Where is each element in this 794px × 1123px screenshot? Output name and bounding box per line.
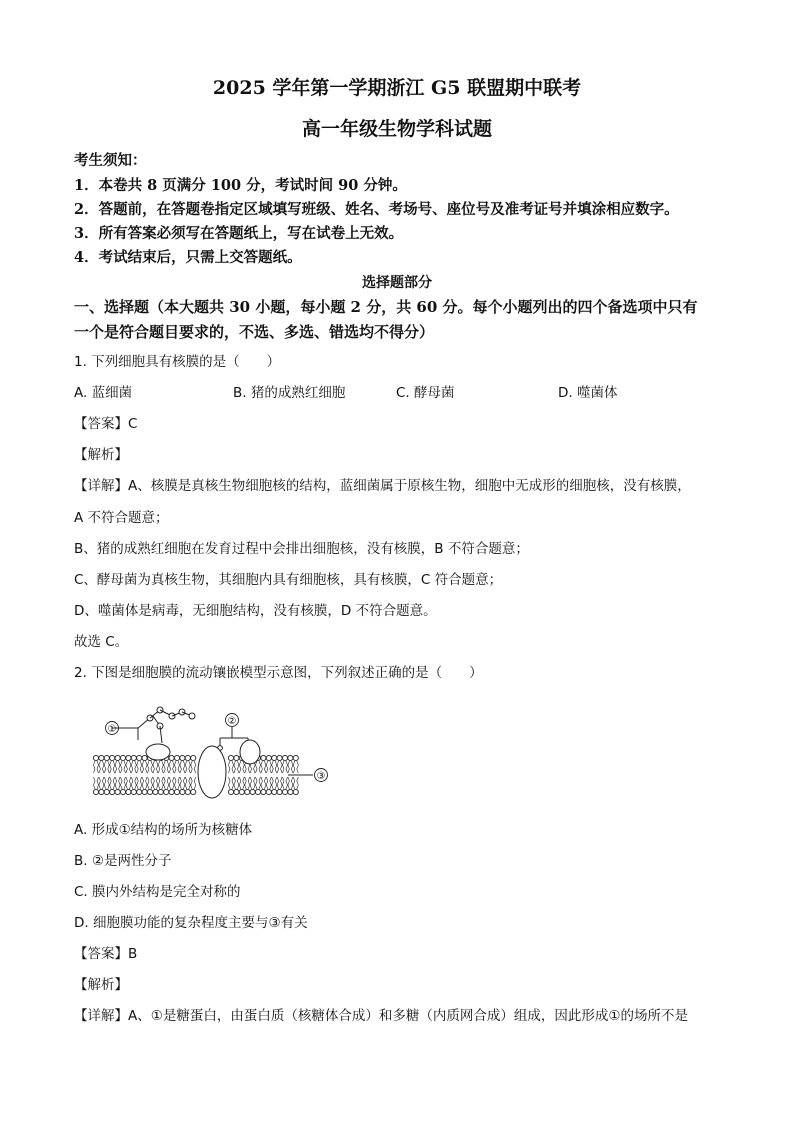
phospholipid-head <box>142 755 147 760</box>
q1-conclusion: 故选 C。 <box>74 634 129 650</box>
section-instruction: 一、选择题（本大题共 30 小题，每小题 2 分，共 60 分。每个小题列出的四个备选项中只有 <box>74 298 698 316</box>
q1-detail: 【详解】A、核膜是真核生物细胞核的结构，蓝细菌属于原核生物，细胞中无成形的细胞核，没有核膜， <box>74 478 691 494</box>
phospholipid-head <box>174 755 179 760</box>
phospholipid-head <box>164 789 169 794</box>
phospholipid-head <box>120 789 125 794</box>
phospholipid-head <box>277 789 282 794</box>
phospholipid-head <box>110 789 115 794</box>
q1-detail: A 不符合题意； <box>74 510 169 526</box>
phospholipid-head <box>228 755 233 760</box>
diagram-label-3: ③ <box>316 771 326 782</box>
phospholipid-head <box>261 755 266 760</box>
q1-option-d: D. 噬菌体 <box>558 385 618 401</box>
phospholipid-head <box>131 755 136 760</box>
phospholipid-head <box>245 789 250 794</box>
phospholipid-head <box>228 789 233 794</box>
phospholipid-head <box>266 789 271 794</box>
q1-analysis: 【解析】 <box>74 447 128 463</box>
phospholipid-head <box>158 789 163 794</box>
phospholipid-head <box>142 789 147 794</box>
q1-answer: 【答案】C <box>74 416 138 432</box>
phospholipid-head <box>266 755 271 760</box>
q2-option-a: A. 形成①结构的场所为核糖体 <box>74 822 253 838</box>
phospholipid-head <box>120 755 125 760</box>
phospholipid-head <box>169 755 174 760</box>
phospholipid-head <box>293 789 298 794</box>
phospholipid-head <box>191 789 196 794</box>
q1-detail-c: C、酵母菌为真核生物，其细胞内具有细胞核，具有核膜，C 符合题意； <box>74 572 503 588</box>
phospholipid-head <box>93 755 98 760</box>
notice-item: 1．本卷共 8 页满分 100 分，考试时间 90 分钟。 <box>74 177 407 194</box>
phospholipid-head <box>99 755 104 760</box>
membrane-diagram <box>88 700 338 805</box>
phospholipid-head <box>250 789 255 794</box>
phospholipid-head <box>137 755 142 760</box>
q2-answer: 【答案】B <box>74 946 138 962</box>
phospholipid-head <box>288 789 293 794</box>
phospholipid-head <box>282 789 287 794</box>
phospholipid-head <box>239 789 244 794</box>
q2-stem: 2. 下图是细胞膜的流动镶嵌模型示意图，下列叙述正确的是（ ） <box>74 665 483 681</box>
phospholipid-head <box>169 789 174 794</box>
q2-analysis: 【解析】 <box>74 977 128 993</box>
phospholipid-head <box>272 755 277 760</box>
phospholipid-head <box>180 755 185 760</box>
q2-option-d: D. 细胞膜功能的复杂程度主要与③有关 <box>74 915 308 931</box>
phospholipid-head <box>261 789 266 794</box>
phospholipid-head <box>185 755 190 760</box>
phospholipid-head <box>180 789 185 794</box>
phospholipid-head <box>153 789 158 794</box>
phospholipid-head <box>255 789 260 794</box>
phospholipid-head <box>93 789 98 794</box>
phospholipid-head <box>191 755 196 760</box>
phospholipid-head <box>174 789 179 794</box>
phospholipid-head <box>288 755 293 760</box>
phospholipid-head <box>131 789 136 794</box>
q2-option-c: C. 膜内外结构是完全对称的 <box>74 884 241 900</box>
notice-item: 2．答题前，在答题卷指定区域填写班级、姓名、考场号、座位号及准考证号并填涂相应数字。 <box>74 201 679 218</box>
q1-detail-b: B、猪的成熟红细胞在发育过程中会排出细胞核，没有核膜，B 不符合题意； <box>74 541 529 557</box>
phospholipid-head <box>185 789 190 794</box>
phospholipid-head <box>115 789 120 794</box>
q1-option-c: C. 酵母菌 <box>396 385 455 401</box>
q1-option-a: A. 蓝细菌 <box>74 385 133 401</box>
phospholipid-head <box>115 755 120 760</box>
q1-detail-d: D、噬菌体是病毒，无细胞结构，没有核膜，D 不符合题意。 <box>74 603 437 619</box>
phospholipid-head <box>293 755 298 760</box>
phospholipid-head <box>282 755 287 760</box>
phospholipid-head <box>137 789 142 794</box>
diagram-label-2: ② <box>227 716 237 727</box>
phospholipid-head <box>147 789 152 794</box>
notice-heading: 考生须知： <box>74 152 147 169</box>
phospholipid-head <box>234 755 239 760</box>
q1-stem: 1. 下列细胞具有核膜的是（ ） <box>74 354 281 370</box>
notice-item: 3．所有答案必须写在答题纸上，写在试卷上无效。 <box>74 225 404 242</box>
phospholipid-head <box>104 755 109 760</box>
phospholipid-head <box>126 789 131 794</box>
notice-item: 4．考试结束后，只需上交答题纸。 <box>74 249 302 266</box>
diagram-label-1: ① <box>107 724 117 735</box>
phospholipid-head <box>126 755 131 760</box>
section-instruction: 一个是符合题目要求的，不选、多选、错选均不得分） <box>74 323 435 341</box>
phospholipid-head <box>272 789 277 794</box>
q2-detail: 【详解】A、①是糖蛋白，由蛋白质（核糖体合成）和多糖（内质网合成）组成，因此形成①的场所不是 <box>74 1008 688 1024</box>
phospholipid-head <box>234 789 239 794</box>
exam-title: 2025 学年第一学期浙江 G5 联盟期中联考 <box>212 77 582 99</box>
q1-option-b: B. 猪的成熟红细胞 <box>233 385 346 401</box>
exam-subtitle: 高一年级生物学科试题 <box>301 118 492 140</box>
q2-option-b: B. ②是两性分子 <box>74 853 172 869</box>
phospholipid-head <box>99 789 104 794</box>
phospholipid-head <box>110 755 115 760</box>
section-title: 选择题部分 <box>362 275 432 291</box>
phospholipid-head <box>277 755 282 760</box>
phospholipid-head <box>104 789 109 794</box>
